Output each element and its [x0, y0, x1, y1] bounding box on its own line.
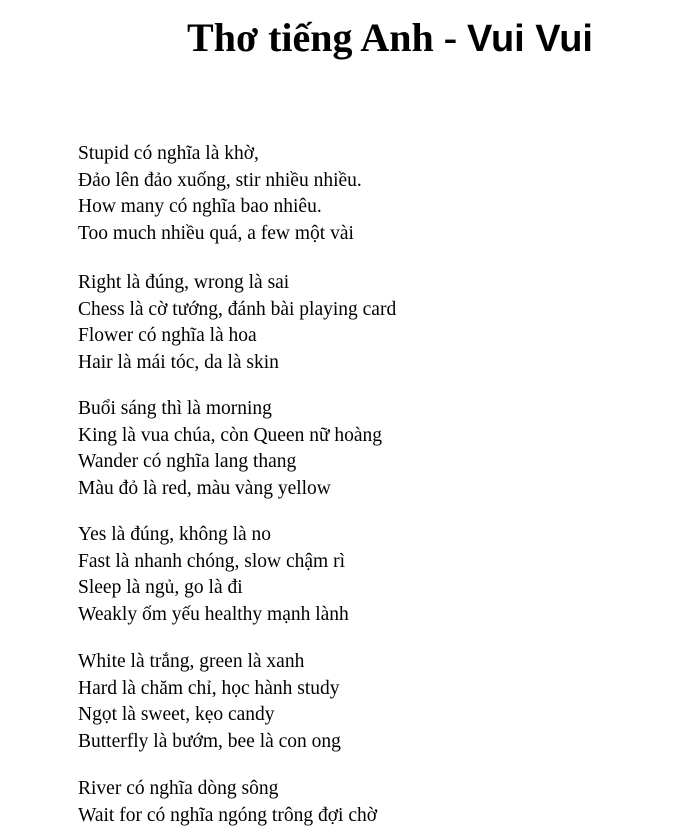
poem-line: Wander có nghĩa lang thang: [78, 451, 297, 472]
stanza-5: [78, 649, 678, 755]
poem-line: Yes là đúng, không là no: [78, 524, 272, 545]
poem-line: Hair là mái tóc, da là skin: [78, 351, 279, 373]
poem-line: Màu đỏ là red, màu vàng yellow: [78, 477, 331, 499]
poem-line: Stupid có nghĩa là khờ,: [78, 143, 259, 164]
poem-line: King là vua chúa, còn Queen nữ hoàng: [78, 424, 383, 446]
poem-line: Right là đúng, wrong là sai: [78, 272, 290, 293]
poem-line: Hard là chăm chỉ, học hành study: [78, 677, 340, 699]
poem-line: Wait for có nghĩa ngóng trông đợi chờ: [78, 804, 378, 826]
poem-body: [78, 141, 678, 829]
stanza-1: [78, 141, 678, 247]
poem-line: Buổi sáng thì là morning: [78, 398, 272, 419]
stanza-6: [78, 776, 678, 829]
stanza-3: [78, 396, 678, 502]
poem-line: Đảo lên đảo xuống, stir nhiều nhiều.: [78, 169, 362, 191]
poem-line: Too much nhiều quá, a few một vài: [78, 222, 354, 244]
page-title: [0, 14, 699, 63]
poem-line: River có nghĩa dòng sông: [78, 778, 279, 799]
poem-line: Sleep là ngủ, go là đi: [78, 577, 243, 598]
poem-line: White là trắng, green là xanh: [78, 651, 305, 672]
stanza-2: [78, 270, 678, 376]
poem-line: Flower có nghĩa là hoa: [78, 325, 257, 346]
title-highlight: Vui Vui: [467, 18, 593, 60]
poem-line: Weakly ốm yếu healthy mạnh lành: [78, 603, 349, 625]
poem-line: Fast là nhanh chóng, slow chậm rì: [78, 550, 345, 572]
stanza-4: [78, 522, 678, 628]
poem-line: Ngọt là sweet, kẹo candy: [78, 704, 275, 725]
poem-line: Chess là cờ tướng, đánh bài playing card: [78, 298, 397, 320]
poem-line: How many có nghĩa bao nhiêu.: [78, 196, 322, 217]
poem-line: Butterfly là bướm, bee là con ong: [78, 730, 341, 752]
title-main: Thơ tiếng Anh -: [187, 15, 468, 60]
